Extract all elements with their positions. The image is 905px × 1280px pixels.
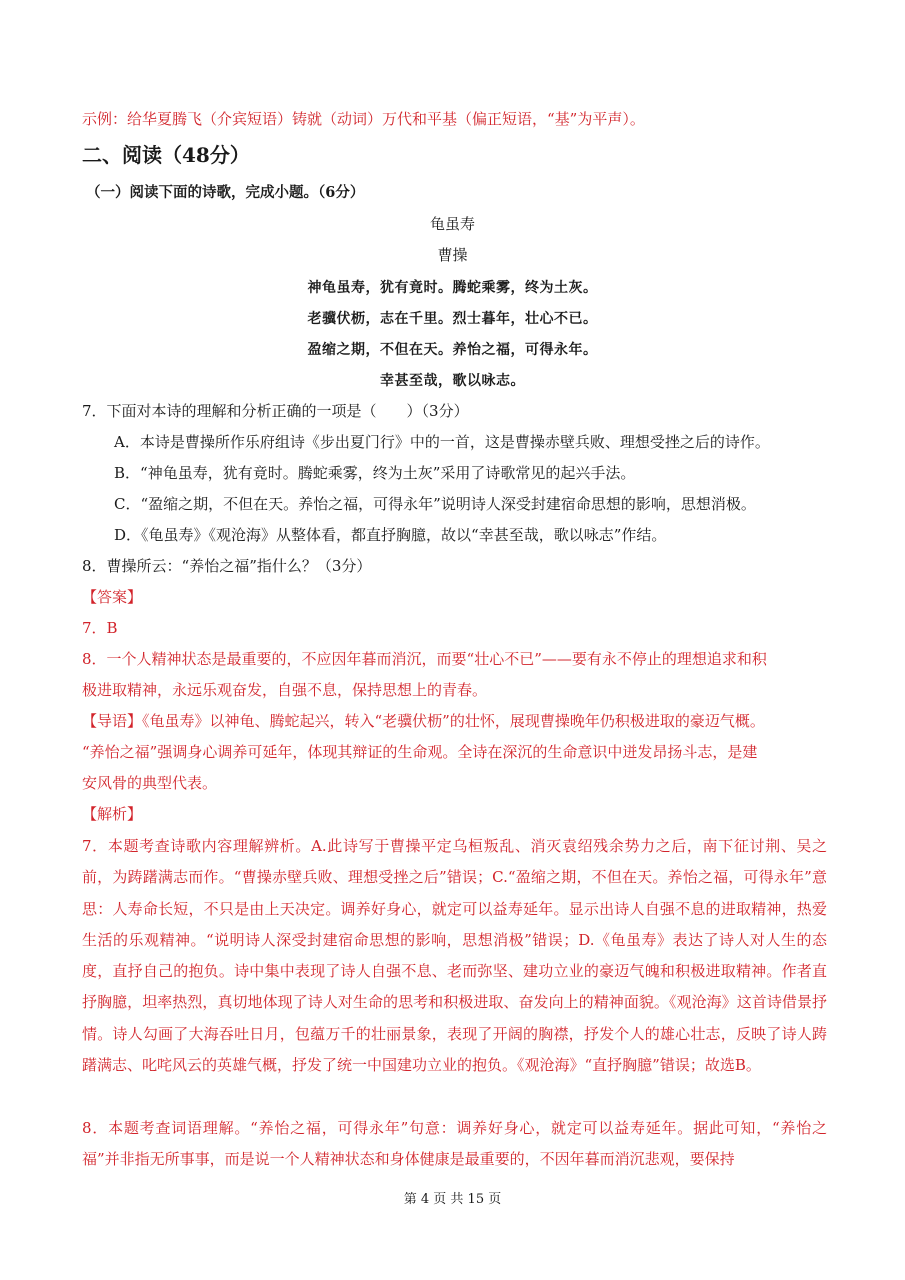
poem-line: 幸甚至哉，歌以咏志。	[380, 373, 525, 389]
question-7-option-d: D．《龟虽寿》《观沧海》从整体看，都直抒胸臆，故以“幸甚至哉，歌以咏志”作结。	[114, 526, 667, 544]
question-7-option-c: C．“盈缩之期，不但在天。养怡之福，可得永年”说明诗人深受封建宿命思想的影响，思想消极。	[114, 495, 756, 513]
analysis-8-paragraph: 8．本题考查词语理解。“养怡之福，可得永年”句意：调养好身心，就定可以益寿延年。据此可知，“养怡之福”并非指无所事事，而是说一个人精神状态和身体健康是最重要的，不因年暮而消沉悲观，要保持	[82, 1119, 827, 1169]
guide-line: “养怡之福”强调身心调养可延年，体现其辩证的生命观。全诗在深沉的生命意识中迸发昂扬斗志，是建	[82, 743, 758, 761]
answer-8-line: 8．一个人精神状态是最重要的，不应因年暮而消沉，而要“壮心不已”——要有永不停止的理想追求和积	[82, 650, 767, 668]
analysis-label: 【解析】	[82, 805, 143, 823]
guide-line: 安风骨的典型代表。	[82, 774, 218, 792]
section-subtitle: （一）阅读下面的诗歌，完成小题。（6分）	[86, 184, 365, 201]
answer-7: 7．B	[82, 619, 118, 637]
analysis-7-paragraph: 7．本题考查诗歌内容理解辨析。A.此诗写于曹操平定乌桓叛乱、消灭袁绍残余势力之后，南下征讨荆、吴之前，为踌躇满志而作。“曹操赤壁兵败、理想受挫之后”错误；C.“盈缩之期，不但在天。养怡之福，可得永年”意思：人寿命长短，不只是由上天决定。调养好身心，就定可以益寿延年。显示出诗人自强不息的进取精神，热爱生活的乐观精神。“说明诗人深受封建宿命思想的影响，思想消极”错误；D.《龟虽寿》表达了诗人对人生的态度，直抒自己的抱负。诗中集中表现了诗人自强不息、老而弥坚、建功立业的豪迈气魄和积极进取精神。作者直抒胸臆，坦率热烈，真切地体现了诗人对生命的思考和积极进取、奋发向上的精神面貌。《观沧海》这首诗借景抒情。诗人勾画了大海吞吐日月，包蕴万千的壮丽景象，表现了开阔的胸襟，抒发个人的雄心壮志，反映了诗人踌躇满志、叱咤风云的英雄气概，抒发了统一中国建功立业的抱负。《观沧海》“直抒胸臆”错误；故选B。	[82, 837, 827, 1075]
answer-label: 【答案】	[82, 588, 143, 606]
question-8-stem: 8．曹操所云：“养怡之福”指什么？（3分）	[82, 557, 372, 575]
guide-line: 【导语】《龟虽寿》以神龟、腾蛇起兴，转入“老骥伏枥”的壮怀，展现曹操晚年仍积极进取的豪迈气概。	[82, 712, 765, 730]
example-line: 示例：给华夏腾飞（介宾短语）铸就（动词）万代和平基（偏正短语，“基”为平声）。	[82, 110, 645, 128]
poem-title: 龟虽寿	[429, 215, 475, 233]
question-7-option-a: A．本诗是曹操所作乐府组诗《步出夏门行》中的一首，这是曹操赤壁兵败、理想受挫之后的诗作。	[114, 433, 770, 451]
page-footer: 第 4 页 共 15 页	[403, 1192, 502, 1207]
answer-8-line: 极进取精神，永远乐观奋发，自强不息，保持思想上的青春。	[82, 681, 488, 699]
poem-line: 盈缩之期，不但在天。养怡之福，可得永年。	[307, 342, 598, 358]
question-7-stem: 7．下面对本诗的理解和分析正确的一项是（ ）（3分）	[82, 402, 469, 420]
poem-line: 神龟虽寿，犹有竟时。腾蛇乘雾，终为土灰。	[307, 280, 598, 296]
question-7-option-b: B．“神龟虽寿，犹有竟时。腾蛇乘雾，终为土灰”采用了诗歌常见的起兴手法。	[114, 464, 636, 482]
poem-author: 曹操	[437, 246, 468, 264]
section-title: 二、阅读（48分）	[82, 143, 250, 167]
poem-line: 老骥伏枥，志在千里。烈士暮年，壮心不已。	[307, 311, 598, 327]
